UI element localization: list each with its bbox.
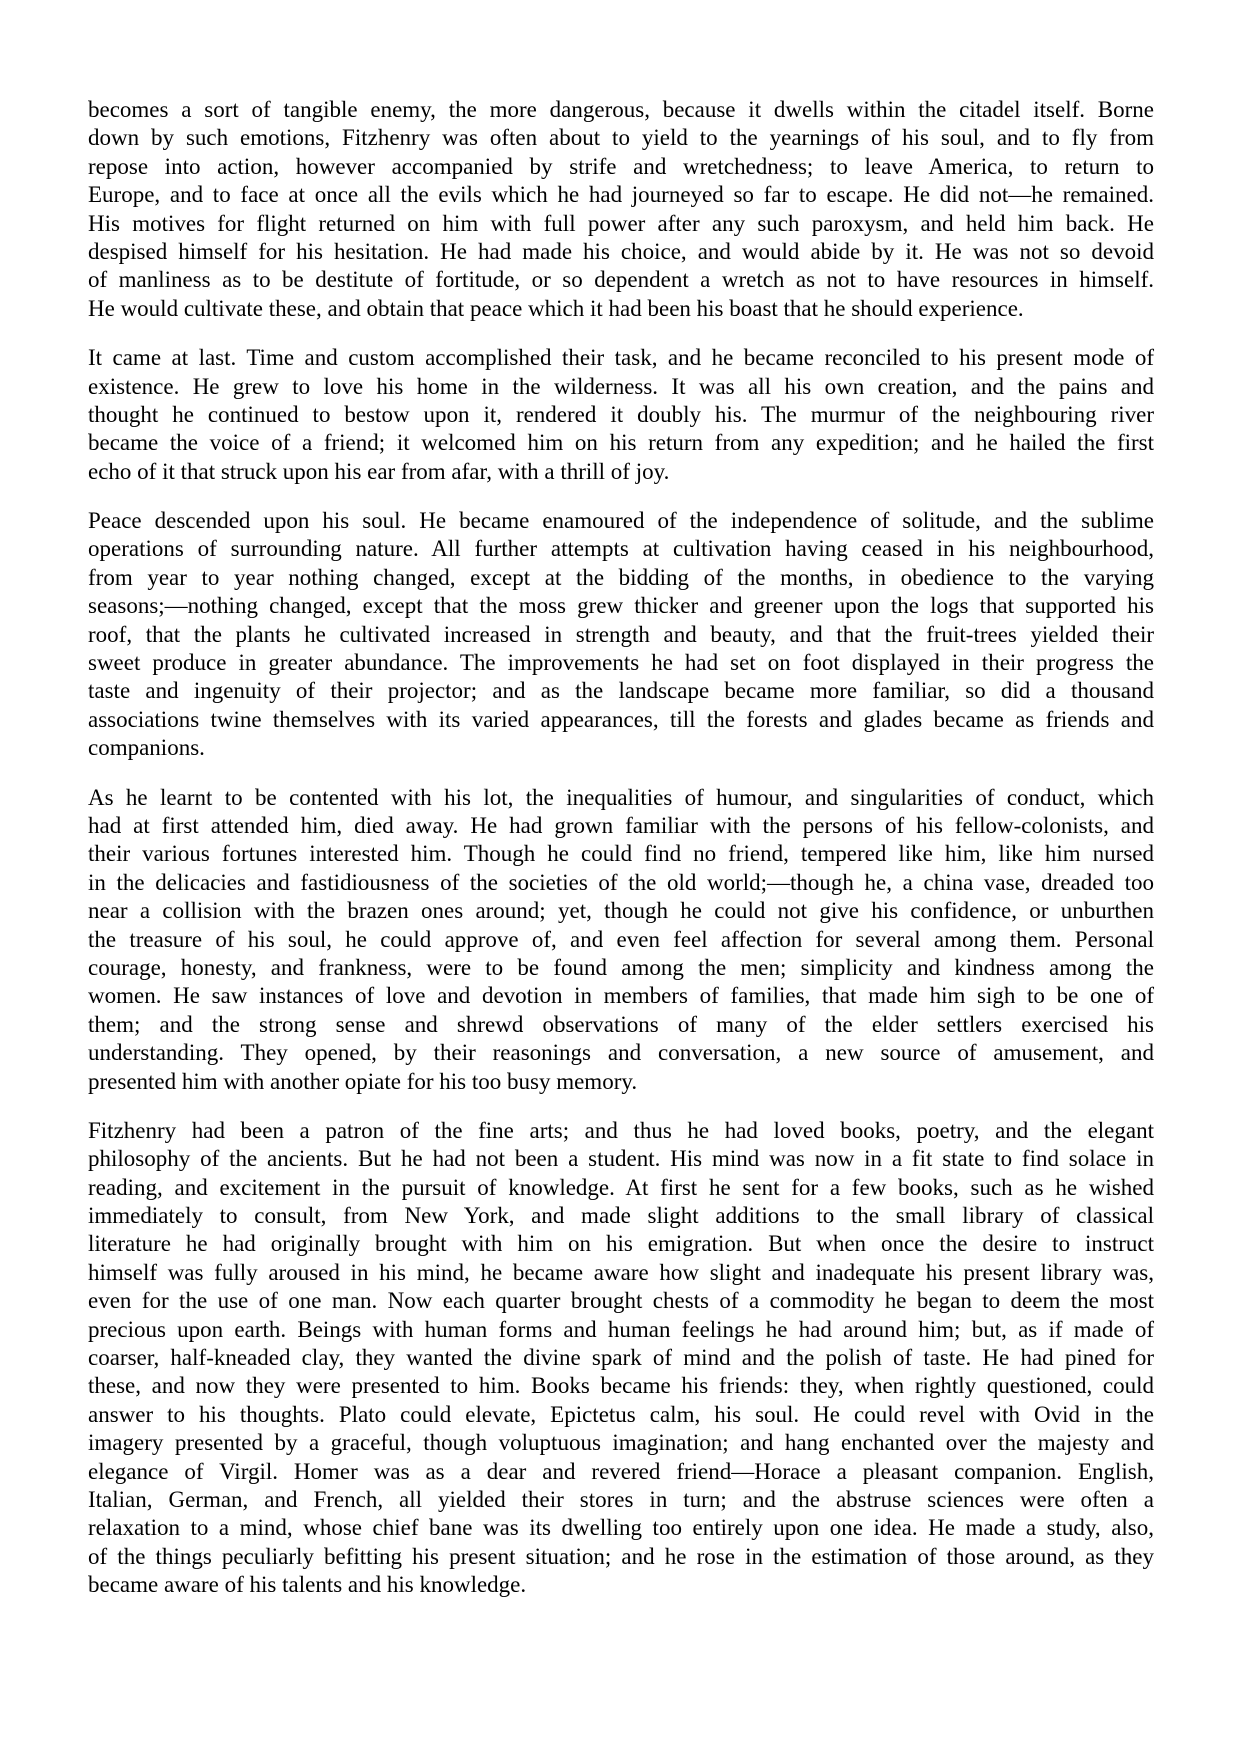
text-line: immediately to consult, from New York, and made slight additions to the small library of classical — [88, 1203, 1154, 1229]
text-line: despised himself for his hesitation. He had made his choice, and would abide by it. He was not so devoid — [88, 238, 1154, 264]
text-line: from year to year nothing changed, except at the bidding of the months, in obedience to the varying — [88, 564, 1154, 590]
text-line: became aware of his talents and his knowledge. — [88, 1572, 527, 1598]
text-line: becomes a sort of tangible enemy, the more dangerous, because it dwells within the citadel itself. Borne — [88, 97, 1154, 122]
text-line: It came at last. Time and custom accomplished their task, and he became reconciled to his present mode of — [88, 345, 1154, 371]
document-page — [88, 96, 1154, 1621]
text-line: answer to his thoughts. Plato could elevate, Epictetus calm, his soul. He could revel with Ovid in the — [88, 1401, 1154, 1427]
text-line: existence. He grew to love his home in the wilderness. It was all his own creation, and the pains and — [88, 373, 1154, 399]
text-line: taste and ingenuity of their projector; and as the landscape became more familiar, so did a thousand — [88, 678, 1154, 704]
text-line: precious upon earth. Beings with human forms and human feelings he had around him; but, as if made of — [88, 1316, 1154, 1342]
text-line: echo of it that struck upon his ear from afar, with a thrill of joy. — [88, 458, 670, 484]
text-line: reading, and excitement in the pursuit of knowledge. At first he sent for a few books, such as he wished — [88, 1174, 1154, 1200]
text-line: even for the use of one man. Now each quarter brought chests of a commodity he began to deem the most — [88, 1288, 1154, 1314]
text-line: coarser, half-kneaded clay, they wanted the divine spark of mind and the polish of taste. He had pined for — [88, 1345, 1154, 1371]
text-line: repose into action, however accompanied by strife and wretchedness; to leave America, to return to — [88, 153, 1154, 179]
text-line: of manliness as to be destitute of fortitude, or so dependent a wretch as not to have resources in himself. — [88, 267, 1154, 293]
text-line: operations of surrounding nature. All further attempts at cultivation having ceased in his neighbourhood, — [88, 536, 1154, 562]
text-line: Fitzhenry had been a patron of the fine arts; and thus he had loved books, poetry, and the elegant — [88, 1117, 1154, 1143]
text-line: himself was fully aroused in his mind, he became aware how slight and inadequate his present library was, — [88, 1259, 1154, 1285]
text-line: down by such emotions, Fitzhenry was often about to yield to the yearnings of his soul, and to fly from — [88, 125, 1154, 151]
text-line: courage, honesty, and frankness, were to be found among the men; simplicity and kindness among the — [88, 954, 1154, 980]
text-line: these, and now they were presented to him. Books became his friends: they, when rightly questioned, could — [88, 1373, 1154, 1399]
text-line: Italian, German, and French, all yielded their stores in turn; and the abstruse sciences were often a — [88, 1486, 1154, 1512]
text-line: As he learnt to be contented with his lot, the inequalities of humour, and singularities of conduct, which — [88, 784, 1154, 810]
text-line: near a collision with the brazen ones around; yet, though he could not give his confidence, or unburthen — [88, 898, 1154, 924]
text-line: had at first attended him, died away. He had grown familiar with the persons of his fellow-colonists, and — [88, 812, 1154, 838]
paragraph — [88, 96, 1154, 323]
text-line: women. He saw instances of love and devotion in members of families, that made him sigh to be one of — [88, 983, 1154, 1009]
text-line: in the delicacies and fastidiousness of the societies of the old world;—though he, a china vase, dreaded too — [88, 869, 1154, 895]
text-line: philosophy of the ancients. But he had not been a student. His mind was now in a fit state to find solace in — [88, 1146, 1154, 1172]
text-line: relaxation to a mind, whose chief bane was its dwelling too entirely upon one idea. He made a study, also, — [88, 1515, 1154, 1541]
paragraph — [88, 784, 1154, 1096]
text-line: His motives for flight returned on him with full power after any such paroxysm, and held him back. He — [88, 210, 1154, 236]
text-line: presented him with another opiate for his too busy memory. — [88, 1068, 638, 1094]
text-line: Peace descended upon his soul. He became enamoured of the independence of solitude, and the sublime — [88, 508, 1154, 534]
text-line: the treasure of his soul, he could approve of, and even feel affection for several among them. Personal — [88, 926, 1154, 952]
text-line: Europe, and to face at once all the evils which he had journeyed so far to escape. He did not—he remained. — [88, 182, 1154, 208]
text-line: imagery presented by a graceful, though voluptuous imagination; and hang enchanted over the majesty and — [88, 1430, 1154, 1456]
text-line: became the voice of a friend; it welcomed him on his return from any expedition; and he hailed the first — [88, 430, 1154, 456]
text-line: them; and the strong sense and shrewd observations of many of the elder settlers exercised his — [88, 1011, 1154, 1037]
text-line: He would cultivate these, and obtain that peace which it had been his boast that he should experience. — [88, 295, 1024, 321]
text-line: understanding. They opened, by their reasonings and conversation, a new source of amusement, and — [88, 1040, 1154, 1066]
paragraph — [88, 507, 1154, 763]
text-line: seasons;—nothing changed, except that the moss grew thicker and greener upon the logs that supported his — [88, 593, 1154, 619]
text-line: literature he had originally brought with him on his emigration. But when once the desire to instruct — [88, 1231, 1154, 1257]
text-line: associations twine themselves with its varied appearances, till the forests and glades became as friends and — [88, 706, 1154, 732]
text-line: elegance of Virgil. Homer was as a dear and revered friend—Horace a pleasant companion. English, — [88, 1458, 1154, 1484]
text-line: sweet produce in greater abundance. The improvements he had set on foot displayed in their progress the — [88, 650, 1154, 676]
text-line: their various fortunes interested him. Though he could find no friend, tempered like him, like him nursed — [88, 841, 1154, 867]
paragraph — [88, 1117, 1154, 1600]
paragraph — [88, 344, 1154, 486]
text-line: thought he continued to bestow upon it, rendered it doubly his. The murmur of the neighbouring river — [88, 401, 1154, 427]
text-line: companions. — [88, 735, 205, 761]
text-line: roof, that the plants he cultivated increased in strength and beauty, and that the fruit-trees yielded their — [88, 621, 1154, 647]
text-line: of the things peculiarly befitting his present situation; and he rose in the estimation of those around, as they — [88, 1543, 1154, 1569]
